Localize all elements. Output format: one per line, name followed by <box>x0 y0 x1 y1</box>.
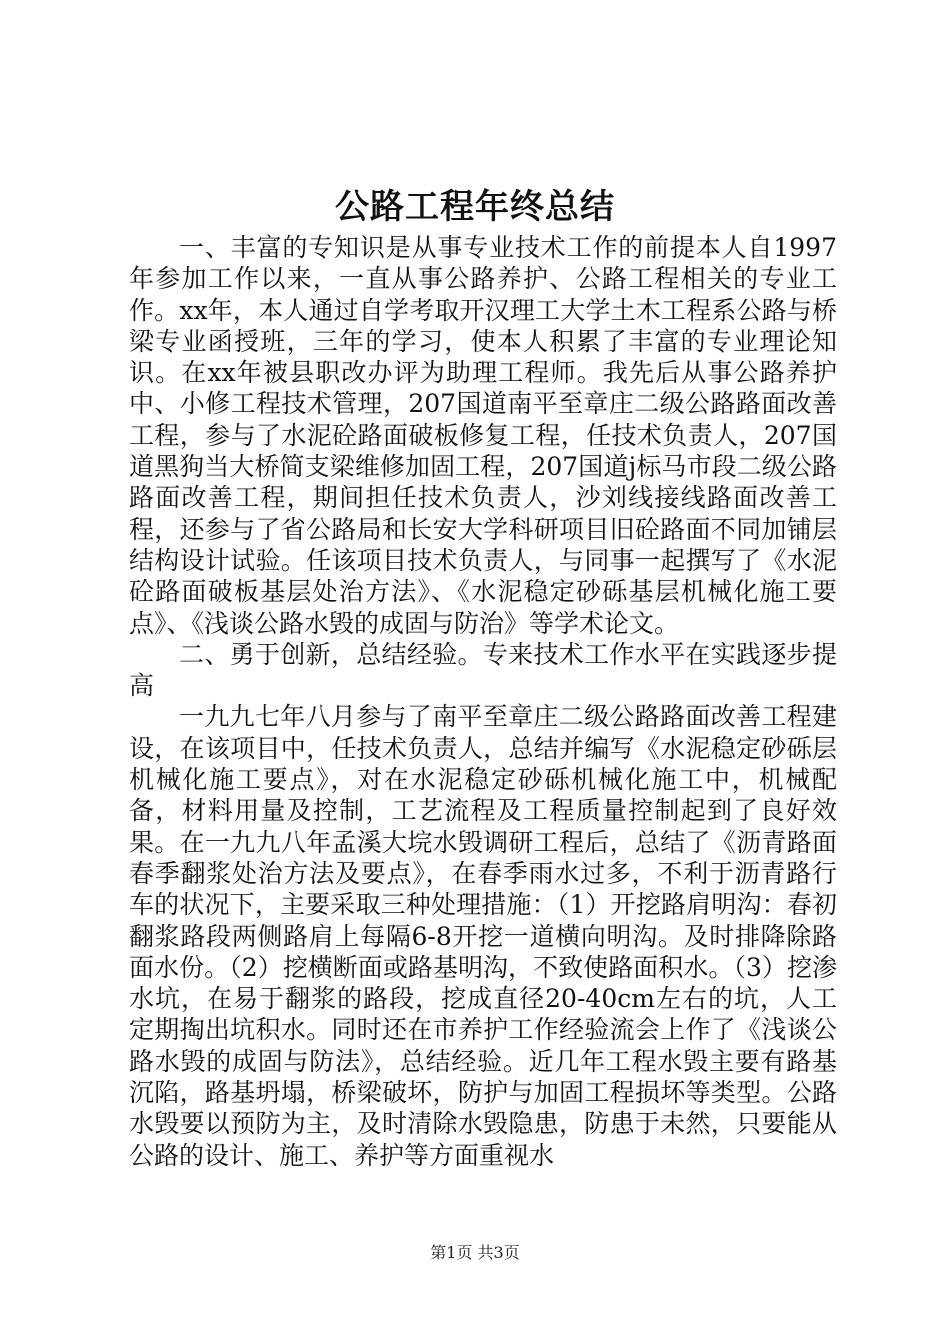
paragraph-1: 一、丰富的专知识是从事专业技术工作的前提本人自1997年参加工作以来，一直从事公路养护、公路工程相关的专业工作。xx年，本人通过自学考取开汉理工大学土木工程系公路与桥梁专业函授班，三年的学习，使本人积累了丰富的专业理论知识。在xx年被县职改办评为助理工程师。我先后从事公路养护中、小修工程技术管理，207国道南平至章庄二级公路路面改善工程，参与了水泥砼路面破板修复工程，任技术负责人，207国道黑狗当大桥简支梁维修加固工程，207国道j标马市段二级公路路面改善工程，期间担任技术负责人，沙刘线接线路面改善工程，还参与了省公路局和长安大学科研项目旧砼路面不同加铺层结构设计试验。任该项目技术负责人，与同事一起撰写了《水泥砼路面破板基层处治方法》、《水泥稳定砂砾基层机械化施工要点》、《浅谈公路水毁的成固与防治》等学术论文。 <box>129 233 837 638</box>
page-footer: 第1页 共3页 <box>430 1243 520 1262</box>
paragraph-2: 二、勇于创新，总结经验。专来技术工作水平在实践逐步提高 <box>129 639 837 701</box>
document-title: 公路工程年终总结 <box>335 187 615 227</box>
paragraph-3: 一九九七年八月参与了南平至章庄二级公路路面改善工程建设，在该项目中，任技术负责人，总结并编写《水泥稳定砂砾层机械化施工要点》，对在水泥稳定砂砾机械化施工中，机械配备，材料用量及控制，工艺流程及工程质量控制起到了良好效果。在一九九八年孟溪大垸水毁调研工程后，总结了《沥青路面春季翻浆处治方法及要点》，在春季雨水过多，不利于沥青路行车的状况下，主要采取三种处理措施：（1）开挖路肩明沟：春初翻浆路段两侧路肩上每隔6-8开挖一道横向明沟。及时排降除路面水份。（2）挖横断面或路基明沟，不致使路面积水。（3）挖渗水坑，在易于翻浆的路段，挖成直径20-40cm左右的坑，人工定期掏出坑积水。同时还在市养护工作经验流会上作了《浅谈公路水毁的成固与防法》，总结经验。近几年工程水毁主要有路基沉陷，路基坍塌，桥梁破坏，防护与加固工程损坏等类型。公路水毁要以预防为主，及时清除水毁隐患，防患于未然，只要能从公路的设计、施工、养护等方面重视水 <box>129 702 837 1170</box>
document-body <box>129 232 837 1171</box>
